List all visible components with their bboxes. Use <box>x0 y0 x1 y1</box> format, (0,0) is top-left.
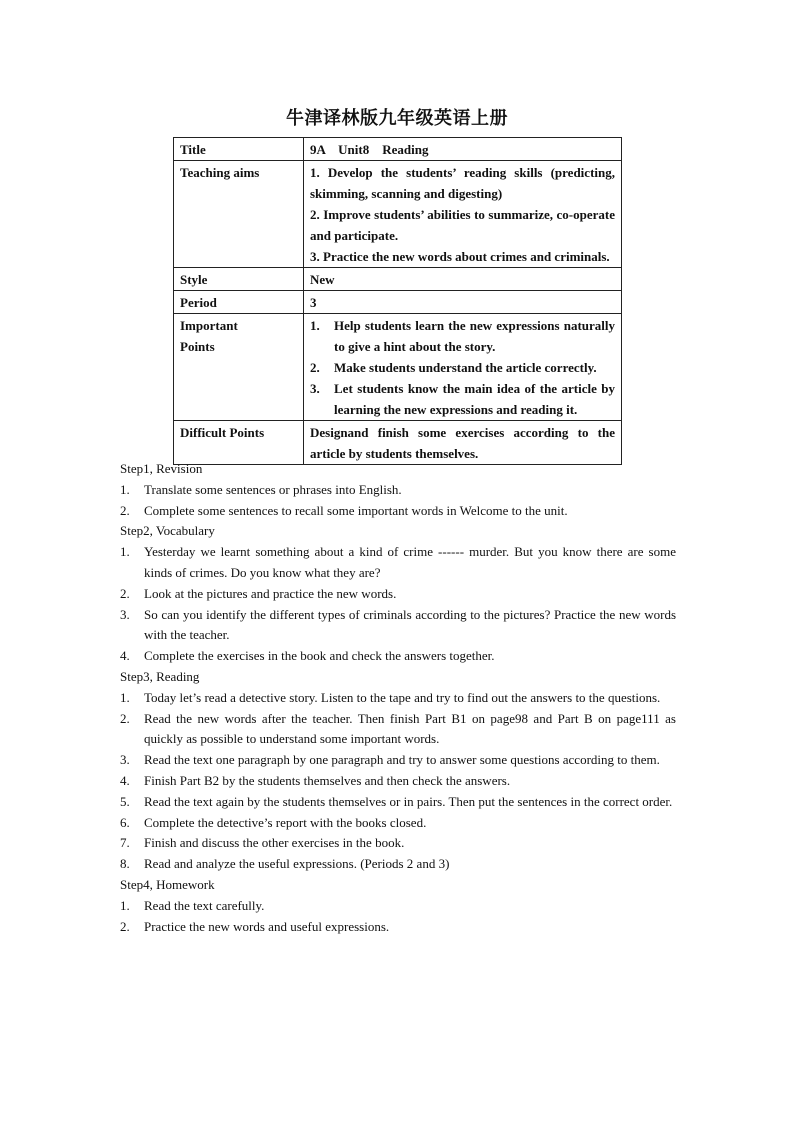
item-number: 8. <box>120 856 130 872</box>
page-title: 牛津译林版九年级英语上册 <box>286 108 508 129</box>
period-label: Period <box>174 291 304 314</box>
title-value: 9A Unit8 Reading <box>304 138 622 161</box>
step-heading: Step1, Revision <box>120 461 203 476</box>
item-text: Read the new words after the teacher. Then finish Part B1 on page98 and Part B on page111 as quickly as possible to understand some important words. <box>144 710 676 747</box>
item-text: So can you identify the different types of criminals according to the pictures? Practice the new words with the teacher. <box>144 606 676 643</box>
teaching-aim-item: 1. Develop the students’ reading skills (predicting, skimming, scanning and digesting) <box>310 165 615 201</box>
difficult-points-label: Difficult Points <box>174 421 304 465</box>
item-number: 1. <box>120 481 130 497</box>
item-number: 1. <box>120 689 130 705</box>
list-item <box>120 584 676 605</box>
teaching-aims-label: Teaching aims <box>174 161 304 268</box>
item-text: Look at the pictures and practice the new words. <box>144 585 397 601</box>
list-item <box>120 917 676 938</box>
item-number: 4. <box>120 772 130 788</box>
list-item <box>120 854 676 875</box>
list-item <box>120 688 676 709</box>
step-heading: Step3, Reading <box>120 668 200 684</box>
list-item <box>120 771 676 792</box>
item-number: 5. <box>120 793 130 809</box>
list-item <box>120 646 676 667</box>
important-point-item <box>310 315 615 357</box>
item-number: 6. <box>120 814 130 830</box>
step-heading: Step4, Homework <box>120 876 215 892</box>
list-item <box>120 542 676 584</box>
item-text: Read the text carefully. <box>144 897 265 913</box>
teaching-aim-item: 2. Improve students’ abilities to summarize, co-operate and participate. <box>310 207 615 243</box>
list-item <box>120 709 676 751</box>
item-text: Complete the detective’s report with the books closed. <box>144 814 427 830</box>
important-point-text: Make students understand the article correctly. <box>334 360 597 375</box>
list-item <box>120 605 676 647</box>
item-number: 2. <box>120 502 130 518</box>
item-text: Finish Part B2 by the students themselves and then check the answers. <box>144 772 511 788</box>
teaching-aims-value <box>304 161 622 268</box>
style-value: New <box>304 268 622 291</box>
item-text: Read the text one paragraph by one paragraph and try to answer some questions according to them. <box>144 752 660 768</box>
title-label: Title <box>174 138 304 161</box>
table-row-difficult-points <box>174 421 622 465</box>
table-row-style <box>174 268 622 291</box>
list-item <box>120 480 676 501</box>
list-item <box>120 813 676 834</box>
teaching-aim-item: 3. Practice the new words about crimes and criminals. <box>310 249 610 264</box>
table-row-teaching-aims <box>174 161 622 268</box>
item-number: 7. <box>120 835 130 851</box>
item-number: 1. <box>120 897 130 913</box>
important-point-number: 1. <box>310 318 320 333</box>
important-point-text: Let students know the main idea of the article by learning the new expressions and reading it. <box>334 381 615 417</box>
item-text: Finish and discuss the other exercises in the book. <box>144 835 405 851</box>
list-item <box>120 792 676 813</box>
item-number: 2. <box>120 918 130 934</box>
item-number: 2. <box>120 585 130 601</box>
item-number: 3. <box>120 752 130 768</box>
list-item <box>120 501 676 522</box>
list-item <box>120 750 676 771</box>
important-points-value <box>304 314 622 421</box>
item-text: Today let’s read a detective story. Listen to the tape and try to find out the answers to the questions. <box>144 689 661 705</box>
important-point-number: 2. <box>310 360 320 375</box>
item-text: Complete some sentences to recall some important words in Welcome to the unit. <box>144 502 568 518</box>
item-text: Translate some sentences or phrases into English. <box>144 481 402 497</box>
list-item <box>120 833 676 854</box>
item-number: 1. <box>120 544 130 560</box>
item-text: Read and analyze the useful expressions. (Periods 2 and 3) <box>144 856 450 872</box>
difficult-points-value: Designand finish some exercises according to the article by students themselves. <box>304 421 622 465</box>
teaching-steps <box>120 459 676 937</box>
important-point-number: 3. <box>310 381 320 396</box>
style-label: Style <box>174 268 304 291</box>
important-point-item <box>310 378 615 420</box>
item-number: 4. <box>120 648 130 664</box>
important-point-item <box>310 357 615 378</box>
table-row-period <box>174 291 622 314</box>
step-heading: Step2, Vocabulary <box>120 523 215 539</box>
important-points-label: Important Points <box>174 314 304 421</box>
item-text: Practice the new words and useful expressions. <box>144 918 390 934</box>
list-item <box>120 896 676 917</box>
item-number: 2. <box>120 710 130 726</box>
period-value: 3 <box>304 291 622 314</box>
item-text: Complete the exercises in the book and check the answers together. <box>144 648 495 664</box>
item-number: 3. <box>120 606 130 622</box>
item-text: Read the text again by the students themselves or in pairs. Then put the sentences in the correct order. <box>144 793 673 809</box>
table-row-important-points <box>174 314 622 421</box>
important-point-text: Help students learn the new expressions naturally to give a hint about the story. <box>334 318 615 354</box>
lesson-info-table <box>173 137 622 465</box>
item-text: Yesterday we learnt something about a kind of crime ------ murder. But you know there are some kinds of crimes. Do you know what they are? <box>144 544 676 580</box>
table-row-title <box>174 138 622 161</box>
